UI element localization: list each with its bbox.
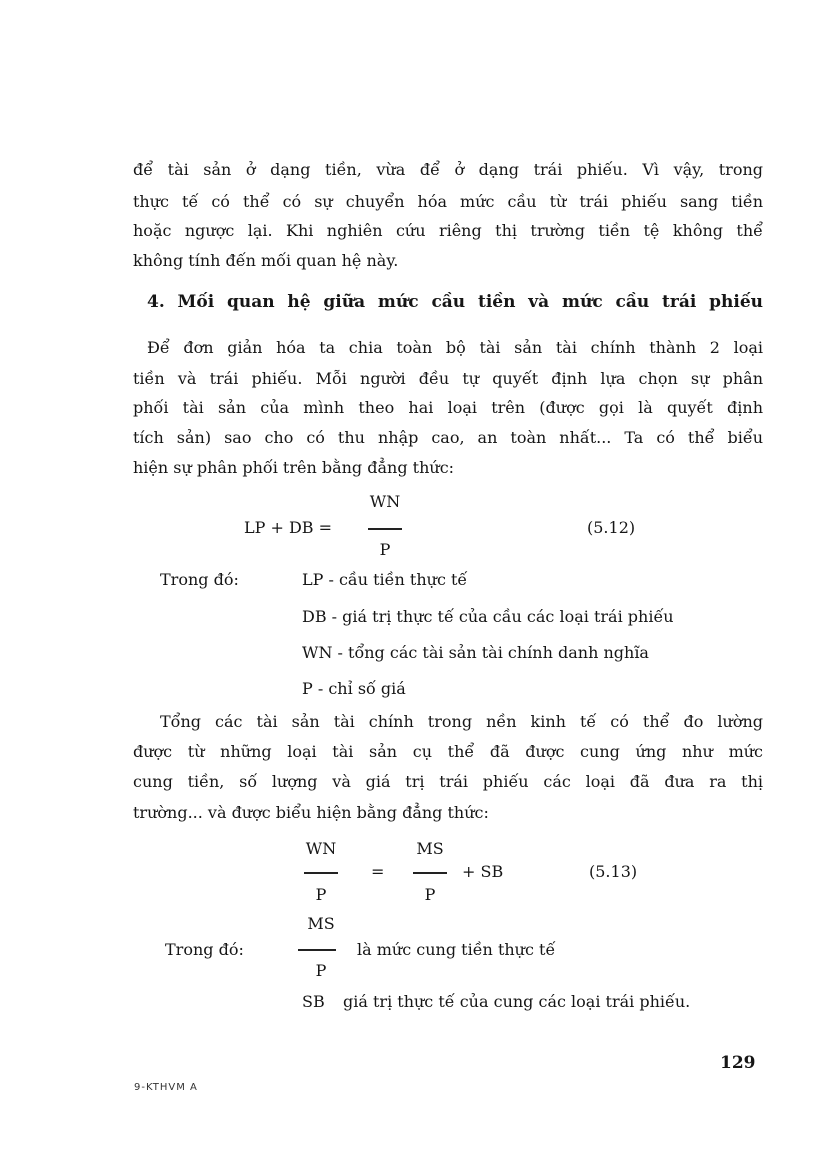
equation-1-fraction-bar (368, 528, 402, 530)
equation-1-number: (5.12) (587, 518, 636, 537)
paragraph-3-line-3: cung tiền, số lượng và giá trị trái phiếu các loại đã đưa ra thị (133, 772, 763, 791)
equation-1-lhs: LP + DB = (244, 518, 333, 537)
paragraph-1-line-2: thực tế có thể có sự chuyển hóa mức cầu từ trái phiếu sang tiền (133, 192, 763, 211)
section-heading: 4. Mối quan hệ giữa mức cầu tiền và mức cầu trái phiếu (147, 292, 763, 312)
equation-2-right-bar (413, 872, 447, 874)
definitions-2-label: Trong đó: (165, 940, 244, 959)
paragraph-3-line-4: trường... và được biểu hiện bằng đẳng thức: (133, 803, 489, 822)
definition-2-fraction-bar (298, 949, 336, 951)
definition-2-fraction-denominator: P (315, 961, 327, 980)
paragraph-2-line-2: tiền và trái phiếu. Mỗi người đều tự quyết định lựa chọn sự phân (133, 369, 763, 388)
paragraph-2-line-5: hiện sự phân phối trên bằng đẳng thức: (133, 458, 455, 477)
equation-2-number: (5.13) (589, 862, 638, 881)
paragraph-2-line-1: Để đơn giản hóa ta chia toàn bộ tài sản tài chính thành 2 loại (147, 338, 763, 357)
definition-2-fraction-numerator: MS (307, 914, 335, 933)
paragraph-1-line-1: để tài sản ở dạng tiền, vừa để ở dạng trái phiếu. Vì vậy, trong (133, 160, 763, 179)
equation-2-left-numerator: WN (305, 839, 337, 858)
definition-2-fraction-text: là mức cung tiền thực tế (357, 940, 556, 959)
equation-1-numerator: WN (369, 492, 401, 511)
definition-wn: WN - tổng các tài sản tài chính danh nghĩa (302, 643, 649, 662)
definitions-1-label: Trong đó: (160, 570, 239, 589)
definition-sb-term: SB (302, 992, 325, 1011)
equation-2-right-numerator: MS (416, 839, 444, 858)
definition-sb-text: giá trị thực tế của cung các loại trái phiếu. (343, 992, 691, 1011)
definition-db: DB - giá trị thực tế của cầu các loại trái phiếu (302, 607, 674, 626)
paragraph-1-line-4: không tính đến mối quan hệ này. (133, 251, 399, 270)
paragraph-2-line-4: tích sản) sao cho có thu nhập cao, an toàn nhất... Ta có thể biểu (133, 428, 763, 447)
paragraph-2-line-3: phối tài sản của mình theo hai loại trên (được gọi là quyết định (133, 398, 763, 417)
equation-2-left-denominator: P (315, 885, 327, 904)
equation-2-plus-term: + SB (462, 862, 504, 881)
definition-lp: LP - cầu tiền thực tế (302, 570, 468, 589)
paragraph-3-line-2: được từ những loại tài sản cụ thể đã được cung ứng như mức (133, 742, 763, 761)
equation-2-right-denominator: P (424, 885, 436, 904)
equation-2-equals: = (371, 862, 385, 881)
equation-2-left-bar (304, 872, 338, 874)
paragraph-3-line-1: Tổng các tài sản tài chính trong nền kinh tế có thể đo lường (160, 712, 763, 731)
paragraph-1-line-3: hoặc ngược lại. Khi nghiên cứu riêng thị trường tiền tệ không thể (133, 221, 763, 240)
page-number: 129 (720, 1053, 756, 1073)
equation-1-denominator: P (379, 540, 391, 559)
footer-signature: 9-KTHVM A (134, 1082, 198, 1093)
definition-p: P - chỉ số giá (302, 679, 406, 698)
